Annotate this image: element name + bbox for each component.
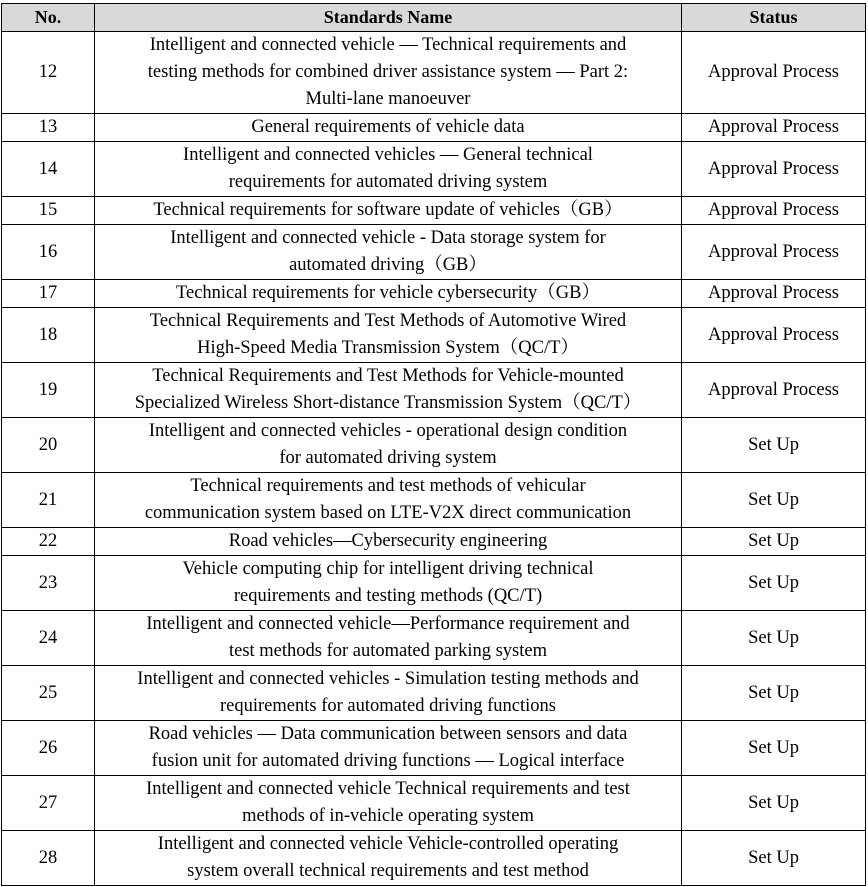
cell-no: 21 xyxy=(2,473,95,528)
cell-standards-name: Intelligent and connected vehicle — Technical requirements and testing methods for combined driver assistance system — Part 2: Multi-lane manoeuver xyxy=(95,32,682,114)
cell-standards-name: Road vehicles—Cybersecurity engineering xyxy=(95,528,682,556)
cell-no: 27 xyxy=(2,776,95,831)
cell-standards-name: General requirements of vehicle data xyxy=(95,114,682,142)
cell-status: Set Up xyxy=(682,556,866,611)
cell-standards-name: Intelligent and connected vehicle—Performance requirement and test methods for automated parking system xyxy=(95,611,682,666)
cell-standards-name: Intelligent and connected vehicles — General technical requirements for automated driving system xyxy=(95,142,682,197)
table-row xyxy=(2,114,866,142)
cell-status: Set Up xyxy=(682,418,866,473)
table-row xyxy=(2,142,866,197)
header-row xyxy=(2,4,866,32)
cell-standards-name: Technical Requirements and Test Methods of Automotive Wired High-Speed Media Transmission System（QC/T） xyxy=(95,308,682,363)
cell-standards-name: Technical requirements and test methods of vehicular communication system based on LTE-V2X direct communication xyxy=(95,473,682,528)
standards-table xyxy=(1,3,866,886)
cell-no: 19 xyxy=(2,363,95,418)
cell-no: 20 xyxy=(2,418,95,473)
table-row xyxy=(2,308,866,363)
cell-standards-name: Road vehicles — Data communication between sensors and data fusion unit for automated driving functions — Logical interface xyxy=(95,721,682,776)
table-row xyxy=(2,32,866,114)
cell-status: Set Up xyxy=(682,611,866,666)
cell-status: Approval Process xyxy=(682,363,866,418)
cell-status: Approval Process xyxy=(682,308,866,363)
table-row xyxy=(2,528,866,556)
cell-no: 12 xyxy=(2,32,95,114)
cell-no: 16 xyxy=(2,225,95,280)
cell-status: Set Up xyxy=(682,666,866,721)
cell-standards-name: Technical requirements for vehicle cybersecurity（GB） xyxy=(95,280,682,308)
cell-status: Approval Process xyxy=(682,142,866,197)
table-row xyxy=(2,721,866,776)
cell-no: 14 xyxy=(2,142,95,197)
cell-status: Set Up xyxy=(682,721,866,776)
cell-no: 26 xyxy=(2,721,95,776)
cell-standards-name: Intelligent and connected vehicle Vehicle-controlled operating system overall technical requirements and test method xyxy=(95,831,682,886)
cell-no: 23 xyxy=(2,556,95,611)
cell-status: Set Up xyxy=(682,831,866,886)
cell-no: 17 xyxy=(2,280,95,308)
table-row xyxy=(2,197,866,225)
table-row xyxy=(2,280,866,308)
table-row xyxy=(2,225,866,280)
header-standards-name: Standards Name xyxy=(95,4,682,32)
cell-standards-name: Technical Requirements and Test Methods for Vehicle-mounted Specialized Wireless Short-distance Transmission System（QC/T） xyxy=(95,363,682,418)
cell-no: 28 xyxy=(2,831,95,886)
cell-no: 24 xyxy=(2,611,95,666)
cell-standards-name: Intelligent and connected vehicle Technical requirements and test methods of in-vehicle operating system xyxy=(95,776,682,831)
table-row xyxy=(2,556,866,611)
table-row xyxy=(2,666,866,721)
table-row xyxy=(2,418,866,473)
table-row xyxy=(2,831,866,886)
cell-status: Set Up xyxy=(682,473,866,528)
table-row xyxy=(2,363,866,418)
cell-status: Set Up xyxy=(682,528,866,556)
cell-no: 15 xyxy=(2,197,95,225)
table-row xyxy=(2,776,866,831)
cell-status: Approval Process xyxy=(682,114,866,142)
header-status: Status xyxy=(682,4,866,32)
cell-no: 22 xyxy=(2,528,95,556)
cell-standards-name: Intelligent and connected vehicles - Simulation testing methods and requirements for automated driving functions xyxy=(95,666,682,721)
cell-status: Approval Process xyxy=(682,280,866,308)
cell-status: Approval Process xyxy=(682,225,866,280)
cell-standards-name: Technical requirements for software update of vehicles（GB） xyxy=(95,197,682,225)
cell-status: Approval Process xyxy=(682,32,866,114)
cell-status: Set Up xyxy=(682,776,866,831)
header-no: No. xyxy=(2,4,95,32)
table-row xyxy=(2,611,866,666)
table-row xyxy=(2,473,866,528)
cell-no: 18 xyxy=(2,308,95,363)
cell-no: 13 xyxy=(2,114,95,142)
cell-standards-name: Vehicle computing chip for intelligent driving technical requirements and testing methods (QC/T) xyxy=(95,556,682,611)
cell-status: Approval Process xyxy=(682,197,866,225)
cell-no: 25 xyxy=(2,666,95,721)
cell-standards-name: Intelligent and connected vehicle - Data storage system for automated driving（GB） xyxy=(95,225,682,280)
cell-standards-name: Intelligent and connected vehicles - operational design condition for automated driving system xyxy=(95,418,682,473)
